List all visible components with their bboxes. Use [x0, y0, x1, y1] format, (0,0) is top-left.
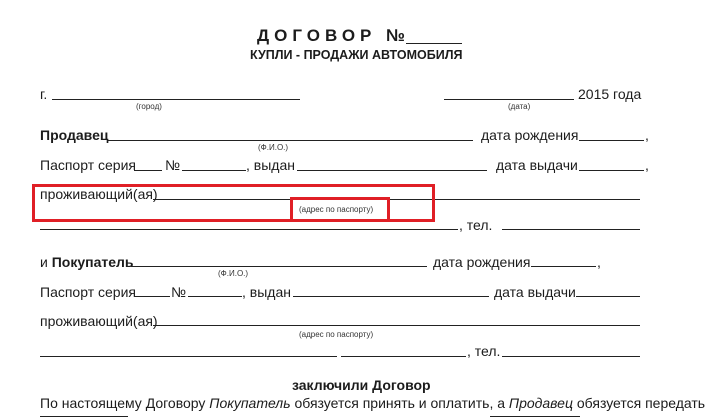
seller-address-blank-2: [40, 229, 458, 230]
buyer-address-blank-1: [153, 325, 640, 326]
seller-number-blank: [182, 170, 246, 171]
buyer-label: и Покупатель: [40, 254, 134, 270]
contract-number-blank: [406, 43, 462, 44]
city-blank: [52, 99, 300, 100]
buyer-address-blank-3: [341, 356, 466, 357]
buyer-issued-label: , выдан: [242, 284, 291, 300]
buyer-address-blank-2: [40, 356, 337, 357]
buyer-phone-label: , тел.: [467, 343, 501, 359]
address-caption-highlight-box: [290, 197, 390, 222]
body-paragraph-1: По настоящему Договору Покупатель обязуется принять и оплатить, а Продавец обязуется передать: [40, 395, 706, 411]
seller-number-label: №: [165, 157, 181, 173]
buyer-phone-blank: [502, 356, 640, 357]
buyer-number-blank: [188, 296, 242, 297]
seller-fio-caption: (Ф.И.О.): [258, 143, 289, 152]
buyer-passport-label: Паспорт серия: [40, 284, 136, 300]
buyer-address-caption: (адрес по паспорту): [299, 330, 374, 339]
concluded-heading: заключили Договор: [292, 377, 431, 393]
seller-phone-blank: [502, 229, 640, 230]
buyer-issued-blank: [293, 296, 489, 297]
date-blank: [444, 99, 574, 100]
seller-issued-blank: [297, 170, 487, 171]
buyer-fio-blank: [131, 266, 427, 267]
seller-residing-label: проживающий(ая): [40, 186, 158, 202]
buyer-issue-date-label: дата выдачи: [494, 284, 576, 300]
seller-issue-date-comma: ,: [645, 157, 649, 173]
buyer-series-blank: [134, 296, 170, 297]
seller-birth-label: дата рождения: [481, 127, 579, 143]
seller-address-caption: (адрес по паспорту): [299, 205, 374, 214]
buyer-residing-label: проживающий(ая): [40, 313, 158, 329]
seller-issued-label: , выдан: [246, 157, 295, 173]
date-caption: (дата): [508, 102, 531, 111]
buyer-fio-caption: (Ф.И.О.): [218, 269, 249, 278]
buyer-issue-date-blank: [576, 296, 640, 297]
contract-title: ДОГОВОР №: [257, 26, 411, 45]
seller-phone-label: , тел.: [459, 217, 493, 233]
buyer-birth-label: дата рождения: [433, 254, 531, 270]
seller-label: Продавец: [40, 127, 109, 143]
seller-issue-date-blank: [579, 170, 644, 171]
buyer-birth-blank: [531, 266, 596, 267]
year-label: 2015 года: [578, 86, 642, 102]
seller-issue-date-label: дата выдачи: [496, 157, 578, 173]
contract-subtitle: КУПЛИ - ПРОДАЖИ АВТОМОБИЛЯ: [250, 48, 463, 62]
city-caption: (город): [136, 102, 162, 111]
city-prefix: г.: [40, 86, 48, 102]
buyer-number-label: №: [171, 284, 187, 300]
buyer-birth-comma: ,: [597, 254, 601, 270]
seller-birth-blank: [579, 140, 644, 141]
seller-birth-comma: ,: [645, 127, 649, 143]
body-cut-line-2: [490, 416, 580, 417]
seller-series-blank: [134, 170, 162, 171]
body-cut-line-1: [40, 416, 128, 417]
seller-passport-label: Паспорт серия: [40, 157, 136, 173]
seller-fio-blank: [107, 140, 473, 141]
